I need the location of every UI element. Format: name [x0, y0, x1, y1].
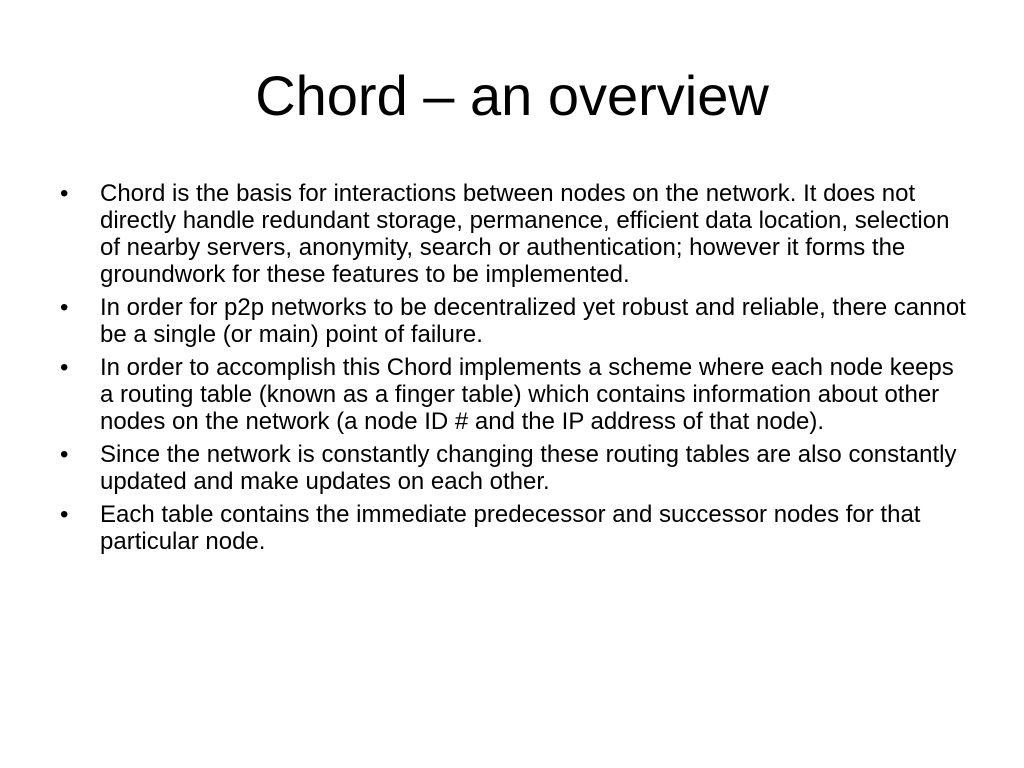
bullet-item — [56, 501, 971, 555]
bullet-item — [56, 441, 971, 495]
bullet-text: In order for p2p networks to be decentralized yet robust and reliable, there cannot be a single (or main) point of failure. — [100, 294, 966, 348]
bullet-dot-icon: • — [60, 501, 69, 528]
bullet-dot-icon: • — [60, 354, 69, 381]
bullet-text: In order to accomplish this Chord implements a scheme where each node keeps a routing table (known as a finger table) which contains information about other nodes on the network (a node ID # and the IP address of that node). — [100, 354, 954, 435]
bullet-dot-icon: • — [60, 441, 69, 468]
bullet-text: Since the network is constantly changing these routing tables are also constantly updated and make updates on each other. — [100, 441, 957, 495]
bullet-item — [56, 294, 971, 348]
bullet-text: Chord is the basis for interactions between nodes on the network. It does not directly handle redundant storage, permanence, efficient data location, selection of nearby servers, anonymity, search or authentication; however it forms the groundwork for these features to be implemented. — [100, 180, 950, 288]
bullet-item — [56, 180, 971, 288]
bullet-item — [56, 354, 971, 435]
bullet-text: Each table contains the immediate predecessor and successor nodes for that particular node. — [100, 501, 921, 555]
slide-title: Chord – an overview — [255, 64, 769, 127]
bullet-dot-icon: • — [60, 294, 69, 321]
bullet-list — [56, 180, 971, 561]
bullet-dot-icon: • — [60, 180, 69, 207]
